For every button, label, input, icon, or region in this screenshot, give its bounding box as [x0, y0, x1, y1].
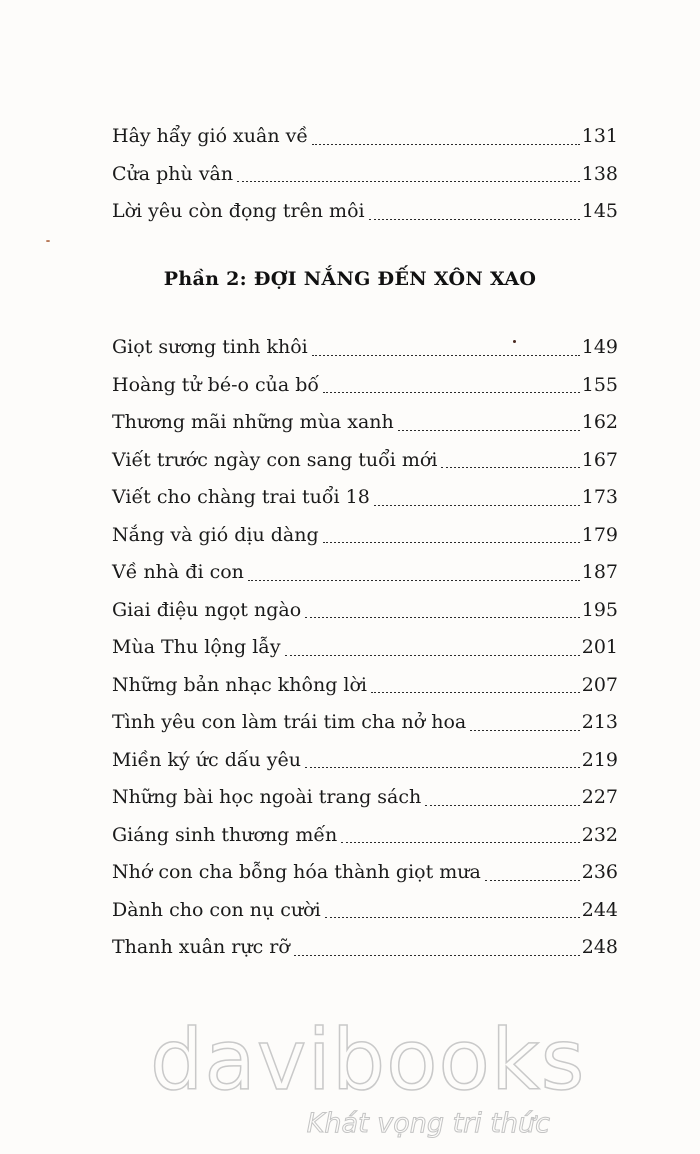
- paper-speck: [513, 340, 516, 343]
- toc-leader-dots: [323, 392, 580, 393]
- toc-leader-dots: [237, 181, 580, 182]
- toc-entry-title: Thanh xuân rực rỡ: [112, 936, 290, 958]
- toc-entry: [112, 193, 618, 231]
- toc-part2: [112, 329, 618, 967]
- toc-entry-title: Thương mãi những mùa xanh: [112, 411, 394, 433]
- toc-entry-title: Giáng sinh thương mến: [112, 823, 338, 846]
- toc-entry-title: Tình yêu con làm trái tim cha nở hoa: [112, 711, 467, 733]
- toc-leader-dots: [294, 955, 580, 956]
- toc-entry-page: 155: [581, 373, 618, 396]
- toc-entry: [112, 929, 618, 967]
- toc-entry-page: 213: [581, 711, 618, 733]
- toc-entry-title: Lời yêu còn đọng trên môi: [112, 200, 365, 222]
- toc-entry-page: 138: [581, 162, 618, 185]
- toc-leader-dots: [248, 580, 580, 581]
- toc-leader-dots: [369, 219, 580, 220]
- toc-entry-page: 244: [581, 898, 618, 921]
- toc-leader-dots: [285, 655, 580, 656]
- toc-entry: [112, 404, 618, 442]
- watermark-brand: davibooks: [150, 1011, 586, 1109]
- toc-entry-page: 219: [581, 748, 618, 771]
- toc-leader-dots: [312, 144, 580, 145]
- toc-leader-dots: [305, 767, 580, 768]
- toc-entry-page: 173: [581, 486, 618, 508]
- toc-leader-dots: [398, 430, 580, 431]
- toc-leader-dots: [425, 805, 580, 806]
- toc-entry-title: Nhớ con cha bỗng hóa thành giọt mưa: [112, 861, 481, 883]
- toc-entry-title: Nắng và gió dịu dàng: [112, 523, 319, 546]
- toc-entry: [112, 704, 618, 742]
- toc-entry-title: Những bài học ngoài trang sách: [112, 786, 422, 808]
- toc-entry: [112, 667, 618, 705]
- toc-leader-dots: [470, 730, 580, 731]
- toc-entry-page: 201: [581, 636, 618, 658]
- toc-entry-title: Viết trước ngày con sang tuổi mới: [112, 448, 438, 471]
- toc-entry-title: Viết cho chàng trai tuổi 18: [112, 486, 370, 508]
- toc-part1-tail: [112, 118, 618, 231]
- toc-entry-title: Mùa Thu lộng lẫy: [112, 636, 281, 658]
- toc-entry: [112, 517, 618, 555]
- toc-entry-page: 179: [581, 523, 618, 546]
- toc-entry-page: 232: [581, 823, 618, 846]
- toc-leader-dots: [323, 542, 580, 543]
- toc-entry-title: Miền ký ức dấu yêu: [112, 748, 301, 771]
- toc-entry-title: Những bản nhạc không lời: [112, 673, 368, 696]
- toc-entry-page: 145: [581, 200, 618, 222]
- toc-entry: [112, 817, 618, 855]
- toc-entry: [112, 442, 618, 480]
- toc-entry: [112, 592, 618, 630]
- toc-entry-page: 236: [581, 861, 618, 883]
- toc-entry: [112, 329, 618, 367]
- toc-entry: [112, 892, 618, 930]
- toc-entry-title: Giai điệu ngọt ngào: [112, 598, 302, 621]
- toc-entry-page: 227: [581, 786, 618, 808]
- toc-entry: [112, 854, 618, 892]
- toc-entry: [112, 156, 618, 194]
- toc-leader-dots: [485, 880, 580, 881]
- toc-entry: [112, 554, 618, 592]
- section-heading: Phần 2: ĐỢI NẮNG ĐẾN XÔN XAO: [163, 268, 537, 290]
- toc-entry-page: 149: [581, 336, 618, 358]
- toc-leader-dots: [374, 505, 580, 506]
- toc-entry-page: 187: [581, 561, 618, 583]
- toc-entry-title: Dành cho con nụ cười: [112, 898, 321, 921]
- toc-entry-title: Hoàng tử bé-o của bố: [112, 373, 320, 396]
- toc-entry-page: 195: [581, 598, 618, 621]
- toc-leader-dots: [341, 842, 579, 843]
- toc-entry: [112, 779, 618, 817]
- toc-leader-dots: [441, 467, 579, 468]
- toc-entry-page: 207: [581, 673, 618, 696]
- toc-leader-dots: [371, 692, 580, 693]
- toc-entry-title: Giọt sương tinh khôi: [112, 336, 308, 358]
- toc-leader-dots: [325, 917, 580, 918]
- toc-entry-page: 162: [581, 411, 618, 433]
- toc-entry-page: 167: [581, 448, 618, 471]
- toc-leader-dots: [312, 355, 580, 356]
- toc-entry: [112, 118, 618, 156]
- toc-entry: [112, 742, 618, 780]
- toc-entry-page: 248: [581, 936, 618, 958]
- toc-entry-title: Về nhà đi con: [112, 561, 244, 583]
- toc-leader-dots: [305, 617, 580, 618]
- toc-entry: [112, 367, 618, 405]
- toc-entry: [112, 479, 618, 517]
- toc-entry-title: Hây hẩy gió xuân về: [112, 125, 309, 147]
- watermark-tagline: Khát vọng tri thức: [306, 1108, 550, 1139]
- toc-entry-page: 131: [581, 125, 618, 147]
- toc-entry: [112, 629, 618, 667]
- toc-entry-title: Cửa phù vân: [112, 162, 234, 185]
- paper-speck: [46, 240, 50, 242]
